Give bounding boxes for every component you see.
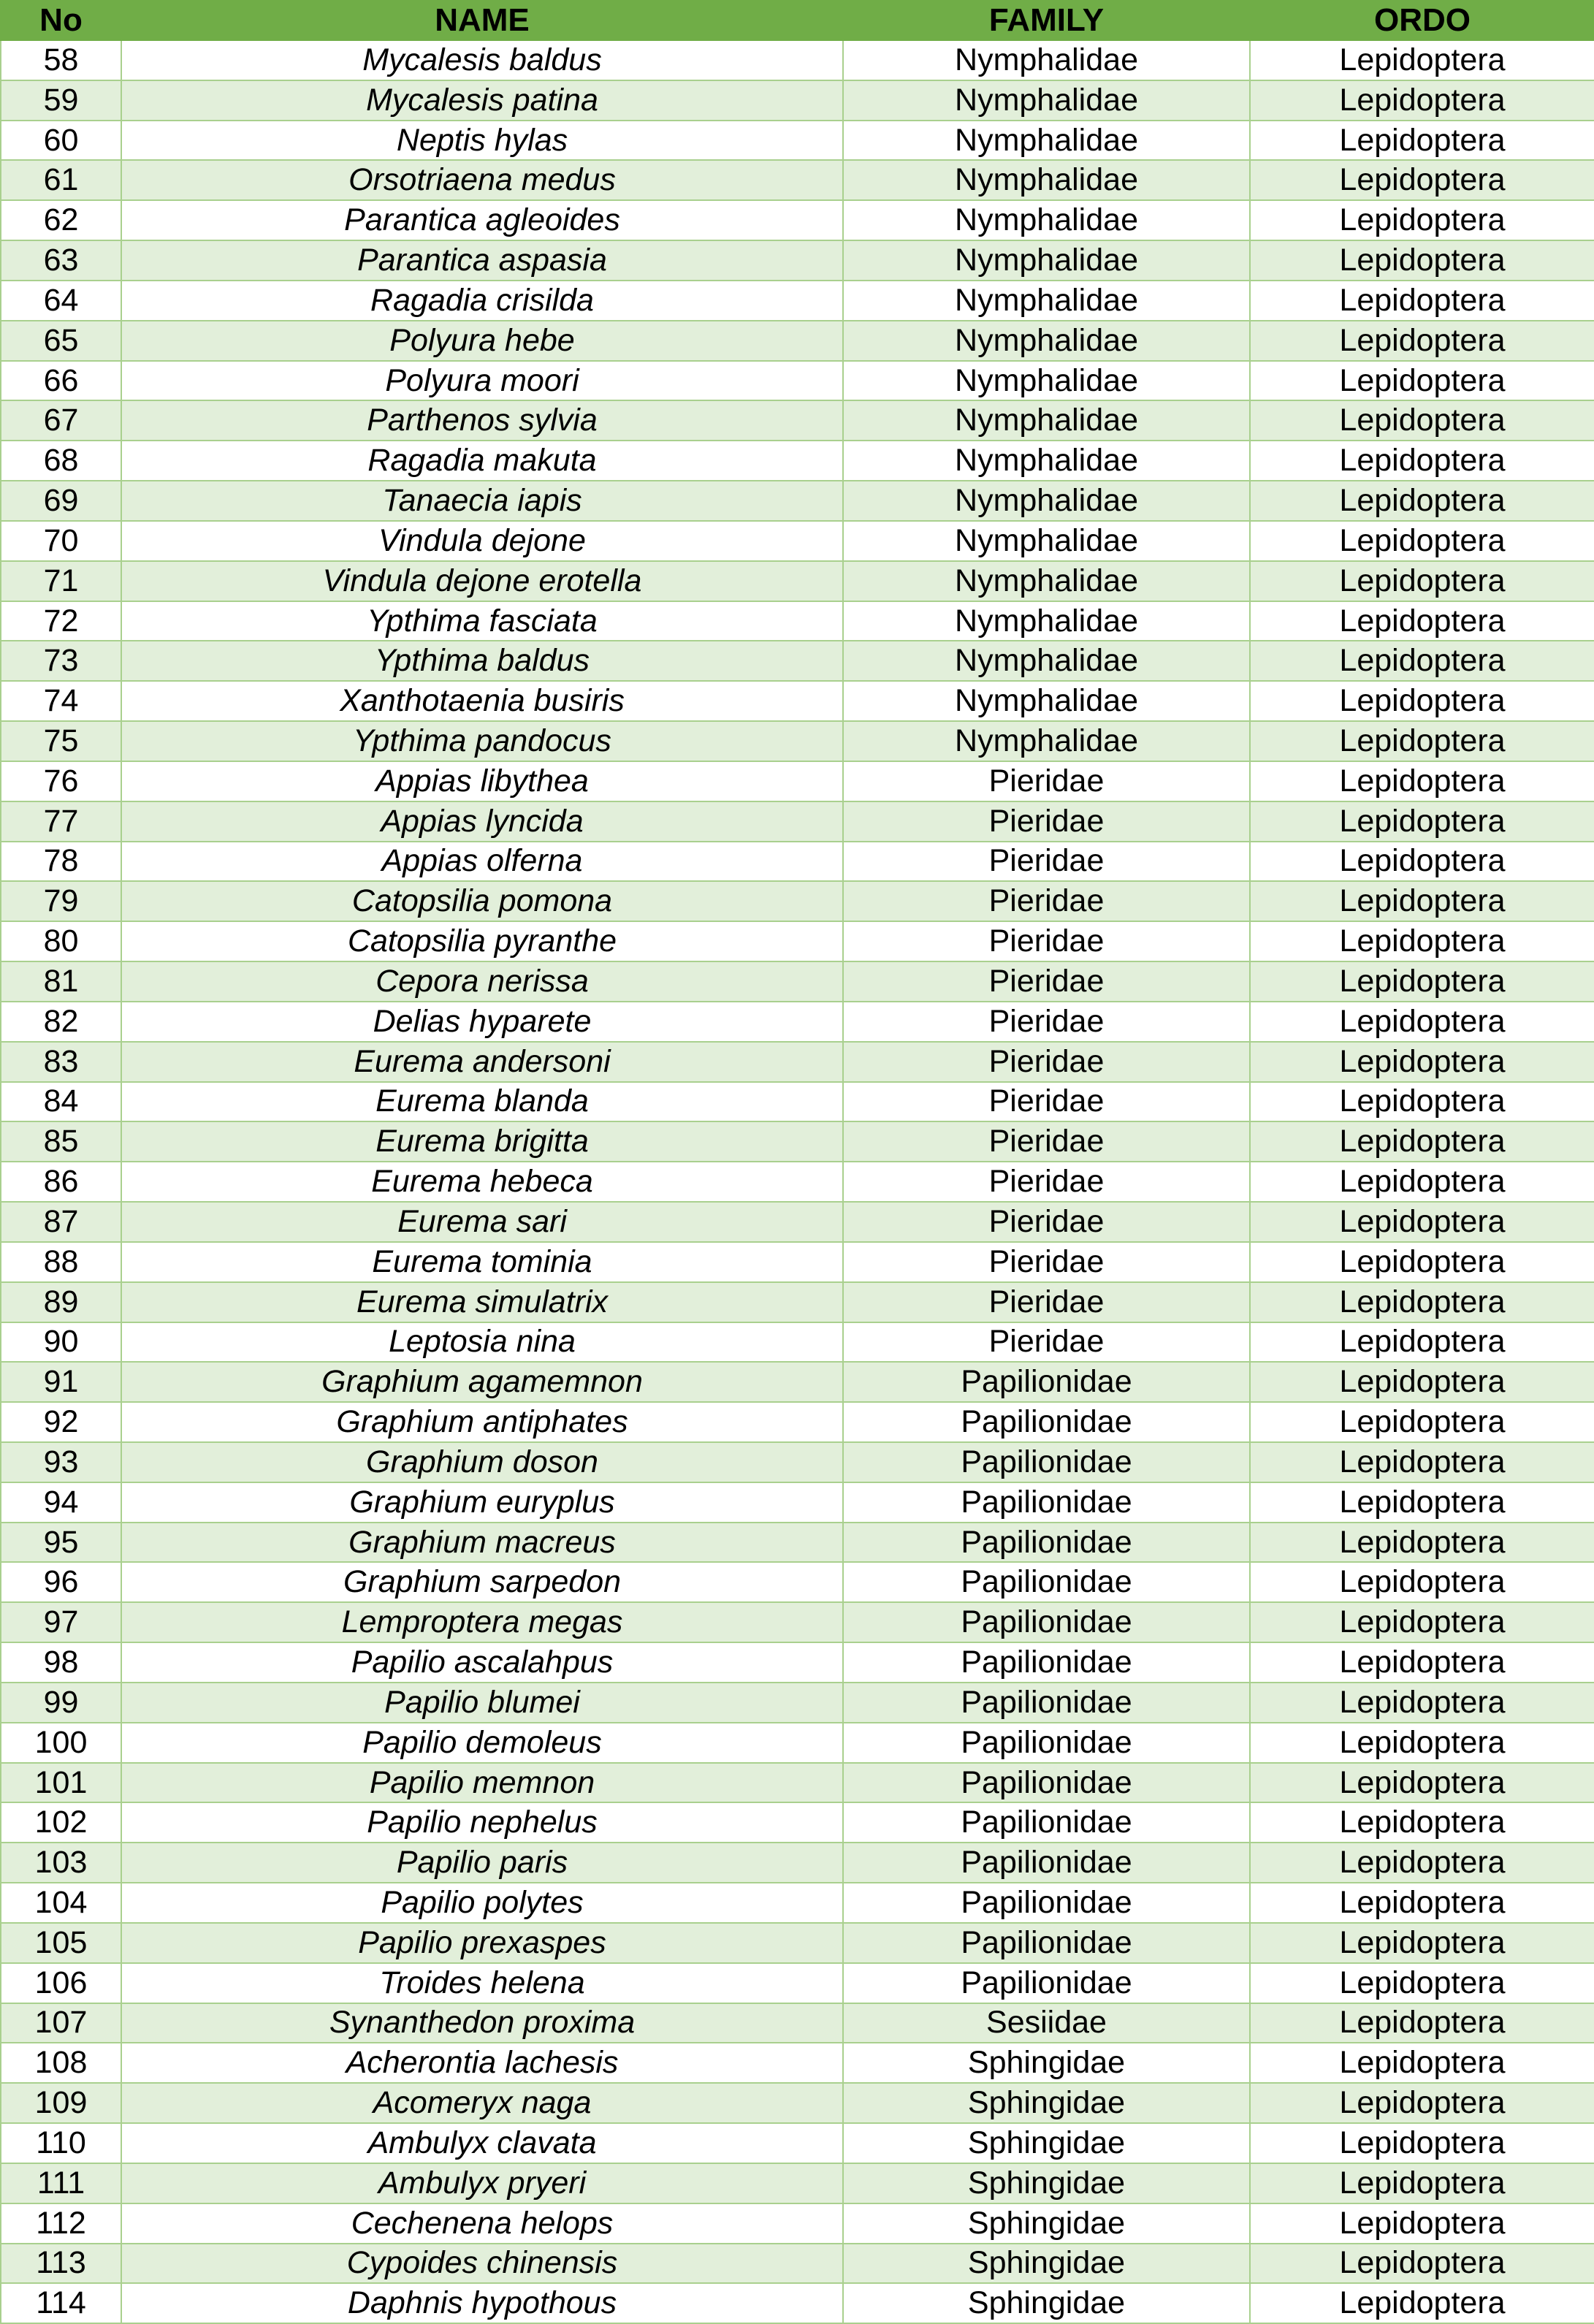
cell-family: Nymphalidae — [843, 361, 1250, 401]
cell-no: 80 — [1, 921, 121, 961]
table-row — [1, 1322, 1594, 1363]
cell-name: Vindula dejone — [121, 521, 843, 561]
cell-name: Vindula dejone erotella — [121, 561, 843, 601]
cell-family: Sesiidae — [843, 2003, 1250, 2043]
cell-no: 92 — [1, 1402, 121, 1442]
cell-name: Eurema simulatrix — [121, 1282, 843, 1322]
cell-name: Ypthima fasciata — [121, 601, 843, 641]
cell-family: Pieridae — [843, 961, 1250, 1002]
cell-family: Pieridae — [843, 761, 1250, 801]
cell-no: 109 — [1, 2083, 121, 2123]
table-row — [1, 842, 1594, 882]
cell-name: Eurema hebeca — [121, 1162, 843, 1202]
cell-ordo: Lepidoptera — [1250, 1362, 1594, 1402]
cell-family: Nymphalidae — [843, 80, 1250, 121]
cell-family: Nymphalidae — [843, 561, 1250, 601]
cell-no: 93 — [1, 1442, 121, 1482]
cell-ordo: Lepidoptera — [1250, 561, 1594, 601]
table-row — [1, 2244, 1594, 2284]
table-row — [1, 1523, 1594, 1563]
cell-no: 97 — [1, 1602, 121, 1642]
cell-no: 86 — [1, 1162, 121, 1202]
cell-family: Pieridae — [843, 842, 1250, 882]
cell-name: Graphium doson — [121, 1442, 843, 1482]
cell-no: 78 — [1, 842, 121, 882]
cell-no: 59 — [1, 80, 121, 121]
cell-name: Ypthima baldus — [121, 641, 843, 681]
cell-name: Appias libythea — [121, 761, 843, 801]
table-row — [1, 721, 1594, 761]
cell-no: 103 — [1, 1843, 121, 1883]
cell-no: 70 — [1, 521, 121, 561]
cell-name: Mycalesis baldus — [121, 40, 843, 80]
cell-family: Sphingidae — [843, 2043, 1250, 2083]
cell-name: Papilio prexaspes — [121, 1923, 843, 1963]
table-row — [1, 1562, 1594, 1602]
cell-no: 66 — [1, 361, 121, 401]
cell-ordo: Lepidoptera — [1250, 641, 1594, 681]
cell-ordo: Lepidoptera — [1250, 681, 1594, 721]
cell-family: Papilionidae — [843, 1843, 1250, 1883]
table-row — [1, 1602, 1594, 1642]
table-row — [1, 400, 1594, 441]
cell-ordo: Lepidoptera — [1250, 1562, 1594, 1602]
cell-ordo: Lepidoptera — [1250, 761, 1594, 801]
cell-name: Polyura hebe — [121, 321, 843, 361]
cell-family: Papilionidae — [843, 1402, 1250, 1442]
table-row — [1, 1883, 1594, 1923]
cell-ordo: Lepidoptera — [1250, 441, 1594, 481]
table-row — [1, 1802, 1594, 1843]
cell-ordo: Lepidoptera — [1250, 1523, 1594, 1563]
cell-family: Nymphalidae — [843, 441, 1250, 481]
table-row — [1, 641, 1594, 681]
table-body — [1, 40, 1594, 2323]
cell-name: Leptosia nina — [121, 1322, 843, 1363]
cell-family: Pieridae — [843, 1121, 1250, 1162]
cell-ordo: Lepidoptera — [1250, 400, 1594, 441]
table-row — [1, 1402, 1594, 1442]
cell-name: Graphium sarpedon — [121, 1562, 843, 1602]
cell-ordo: Lepidoptera — [1250, 1883, 1594, 1923]
cell-ordo: Lepidoptera — [1250, 1242, 1594, 1282]
header-name: NAME — [121, 1, 843, 40]
cell-no: 72 — [1, 601, 121, 641]
cell-ordo: Lepidoptera — [1250, 961, 1594, 1002]
cell-ordo: Lepidoptera — [1250, 2003, 1594, 2043]
cell-no: 113 — [1, 2244, 121, 2284]
cell-ordo: Lepidoptera — [1250, 2283, 1594, 2323]
cell-no: 73 — [1, 641, 121, 681]
table-row — [1, 2203, 1594, 2244]
cell-name: Ambulyx pryeri — [121, 2163, 843, 2203]
cell-family: Sphingidae — [843, 2123, 1250, 2163]
cell-family: Nymphalidae — [843, 521, 1250, 561]
cell-family: Papilionidae — [843, 1362, 1250, 1402]
cell-no: 63 — [1, 240, 121, 281]
cell-ordo: Lepidoptera — [1250, 121, 1594, 161]
cell-ordo: Lepidoptera — [1250, 1482, 1594, 1523]
cell-ordo: Lepidoptera — [1250, 801, 1594, 842]
cell-family: Nymphalidae — [843, 321, 1250, 361]
cell-no: 64 — [1, 281, 121, 321]
cell-name: Cypoides chinensis — [121, 2244, 843, 2284]
table-row — [1, 1482, 1594, 1523]
table-row — [1, 1763, 1594, 1803]
cell-family: Nymphalidae — [843, 160, 1250, 200]
cell-ordo: Lepidoptera — [1250, 361, 1594, 401]
cell-name: Graphium agamemnon — [121, 1362, 843, 1402]
cell-family: Nymphalidae — [843, 681, 1250, 721]
cell-name: Papilio memnon — [121, 1763, 843, 1803]
cell-ordo: Lepidoptera — [1250, 2163, 1594, 2203]
cell-family: Pieridae — [843, 1322, 1250, 1363]
cell-name: Catopsilia pomona — [121, 881, 843, 921]
cell-ordo: Lepidoptera — [1250, 1042, 1594, 1082]
cell-family: Papilionidae — [843, 1642, 1250, 1683]
cell-ordo: Lepidoptera — [1250, 321, 1594, 361]
cell-no: 75 — [1, 721, 121, 761]
cell-name: Parantica agleoides — [121, 200, 843, 240]
table-row — [1, 160, 1594, 200]
cell-family: Nymphalidae — [843, 601, 1250, 641]
table-row — [1, 2043, 1594, 2083]
cell-ordo: Lepidoptera — [1250, 160, 1594, 200]
cell-family: Pieridae — [843, 1082, 1250, 1122]
table-row — [1, 1963, 1594, 2003]
table-row — [1, 1082, 1594, 1122]
cell-no: 94 — [1, 1482, 121, 1523]
table-row — [1, 40, 1594, 80]
table-row — [1, 441, 1594, 481]
cell-family: Papilionidae — [843, 1602, 1250, 1642]
cell-name: Lemproptera megas — [121, 1602, 843, 1642]
cell-no: 112 — [1, 2203, 121, 2244]
cell-name: Orsotriaena medus — [121, 160, 843, 200]
cell-ordo: Lepidoptera — [1250, 1602, 1594, 1642]
table-row — [1, 881, 1594, 921]
cell-family: Papilionidae — [843, 1442, 1250, 1482]
cell-family: Pieridae — [843, 1242, 1250, 1282]
cell-no: 105 — [1, 1923, 121, 1963]
cell-no: 104 — [1, 1883, 121, 1923]
header-no: No — [1, 1, 121, 40]
cell-name: Parantica aspasia — [121, 240, 843, 281]
cell-name: Parthenos sylvia — [121, 400, 843, 441]
cell-family: Nymphalidae — [843, 400, 1250, 441]
cell-ordo: Lepidoptera — [1250, 1683, 1594, 1723]
cell-no: 82 — [1, 1002, 121, 1042]
cell-name: Acherontia lachesis — [121, 2043, 843, 2083]
cell-no: 58 — [1, 40, 121, 80]
cell-name: Mycalesis patina — [121, 80, 843, 121]
cell-name: Xanthotaenia busiris — [121, 681, 843, 721]
cell-no: 106 — [1, 1963, 121, 2003]
cell-ordo: Lepidoptera — [1250, 601, 1594, 641]
cell-ordo: Lepidoptera — [1250, 481, 1594, 521]
cell-ordo: Lepidoptera — [1250, 281, 1594, 321]
cell-family: Pieridae — [843, 1162, 1250, 1202]
cell-family: Sphingidae — [843, 2203, 1250, 2244]
header-row — [1, 1, 1594, 40]
table-row — [1, 2003, 1594, 2043]
cell-name: Ypthima pandocus — [121, 721, 843, 761]
cell-family: Pieridae — [843, 881, 1250, 921]
cell-name: Ragadia crisilda — [121, 281, 843, 321]
cell-family: Papilionidae — [843, 1482, 1250, 1523]
table-row — [1, 281, 1594, 321]
table-row — [1, 1362, 1594, 1402]
cell-name: Cechenena helops — [121, 2203, 843, 2244]
cell-no: 111 — [1, 2163, 121, 2203]
table-row — [1, 1723, 1594, 1763]
cell-ordo: Lepidoptera — [1250, 2123, 1594, 2163]
table-row — [1, 601, 1594, 641]
table-row — [1, 2083, 1594, 2123]
cell-family: Papilionidae — [843, 1802, 1250, 1843]
cell-name: Daphnis hypothous — [121, 2283, 843, 2323]
table-row — [1, 1642, 1594, 1683]
cell-no: 102 — [1, 1802, 121, 1843]
header-ordo: ORDO — [1250, 1, 1594, 40]
table-row — [1, 1042, 1594, 1082]
cell-no: 85 — [1, 1121, 121, 1162]
cell-family: Pieridae — [843, 921, 1250, 961]
cell-family: Pieridae — [843, 1202, 1250, 1242]
cell-family: Sphingidae — [843, 2083, 1250, 2123]
table-row — [1, 561, 1594, 601]
cell-name: Eurema brigitta — [121, 1121, 843, 1162]
cell-no: 60 — [1, 121, 121, 161]
table-row — [1, 1923, 1594, 1963]
cell-family: Nymphalidae — [843, 721, 1250, 761]
cell-name: Papilio demoleus — [121, 1723, 843, 1763]
cell-name: Papilio paris — [121, 1843, 843, 1883]
table-row — [1, 1242, 1594, 1282]
cell-name: Eurema andersoni — [121, 1042, 843, 1082]
cell-family: Papilionidae — [843, 1723, 1250, 1763]
cell-ordo: Lepidoptera — [1250, 1642, 1594, 1683]
cell-no: 96 — [1, 1562, 121, 1602]
cell-ordo: Lepidoptera — [1250, 1162, 1594, 1202]
cell-name: Ragadia makuta — [121, 441, 843, 481]
cell-no: 88 — [1, 1242, 121, 1282]
table-row — [1, 801, 1594, 842]
cell-ordo: Lepidoptera — [1250, 1763, 1594, 1803]
cell-ordo: Lepidoptera — [1250, 1963, 1594, 2003]
cell-name: Graphium antiphates — [121, 1402, 843, 1442]
cell-ordo: Lepidoptera — [1250, 1082, 1594, 1122]
cell-ordo: Lepidoptera — [1250, 2043, 1594, 2083]
cell-no: 89 — [1, 1282, 121, 1322]
cell-no: 81 — [1, 961, 121, 1002]
cell-ordo: Lepidoptera — [1250, 1402, 1594, 1442]
table-row — [1, 240, 1594, 281]
cell-ordo: Lepidoptera — [1250, 842, 1594, 882]
cell-name: Troides helena — [121, 1963, 843, 2003]
cell-no: 84 — [1, 1082, 121, 1122]
cell-ordo: Lepidoptera — [1250, 240, 1594, 281]
header-family: FAMILY — [843, 1, 1250, 40]
cell-family: Papilionidae — [843, 1963, 1250, 2003]
cell-no: 69 — [1, 481, 121, 521]
table-row — [1, 2163, 1594, 2203]
cell-family: Nymphalidae — [843, 281, 1250, 321]
cell-no: 65 — [1, 321, 121, 361]
cell-no: 83 — [1, 1042, 121, 1082]
table-row — [1, 2123, 1594, 2163]
cell-no: 79 — [1, 881, 121, 921]
cell-family: Nymphalidae — [843, 40, 1250, 80]
cell-no: 99 — [1, 1683, 121, 1723]
cell-name: Eurema sari — [121, 1202, 843, 1242]
cell-no: 67 — [1, 400, 121, 441]
table-row — [1, 1121, 1594, 1162]
cell-ordo: Lepidoptera — [1250, 2203, 1594, 2244]
cell-family: Sphingidae — [843, 2163, 1250, 2203]
table-row — [1, 1843, 1594, 1883]
cell-name: Synanthedon proxima — [121, 2003, 843, 2043]
cell-family: Papilionidae — [843, 1683, 1250, 1723]
cell-no: 91 — [1, 1362, 121, 1402]
table-row — [1, 521, 1594, 561]
cell-no: 71 — [1, 561, 121, 601]
cell-family: Pieridae — [843, 801, 1250, 842]
cell-ordo: Lepidoptera — [1250, 1121, 1594, 1162]
cell-family: Papilionidae — [843, 1923, 1250, 1963]
cell-no: 76 — [1, 761, 121, 801]
cell-no: 77 — [1, 801, 121, 842]
table-row — [1, 1162, 1594, 1202]
cell-family: Sphingidae — [843, 2283, 1250, 2323]
table-row — [1, 1002, 1594, 1042]
cell-name: Papilio polytes — [121, 1883, 843, 1923]
table-row — [1, 321, 1594, 361]
cell-family: Nymphalidae — [843, 641, 1250, 681]
cell-name: Papilio ascalahpus — [121, 1642, 843, 1683]
cell-name: Appias olferna — [121, 842, 843, 882]
cell-ordo: Lepidoptera — [1250, 721, 1594, 761]
cell-name: Graphium euryplus — [121, 1482, 843, 1523]
cell-name: Polyura moori — [121, 361, 843, 401]
cell-name: Cepora nerissa — [121, 961, 843, 1002]
cell-name: Catopsilia pyranthe — [121, 921, 843, 961]
cell-ordo: Lepidoptera — [1250, 1002, 1594, 1042]
cell-family: Pieridae — [843, 1002, 1250, 1042]
cell-no: 90 — [1, 1322, 121, 1363]
cell-family: Nymphalidae — [843, 481, 1250, 521]
cell-ordo: Lepidoptera — [1250, 40, 1594, 80]
cell-no: 98 — [1, 1642, 121, 1683]
cell-family: Pieridae — [843, 1042, 1250, 1082]
cell-ordo: Lepidoptera — [1250, 921, 1594, 961]
cell-family: Nymphalidae — [843, 121, 1250, 161]
cell-no: 101 — [1, 1763, 121, 1803]
table-row — [1, 961, 1594, 1002]
table-row — [1, 761, 1594, 801]
cell-family: Papilionidae — [843, 1763, 1250, 1803]
cell-name: Ambulyx clavata — [121, 2123, 843, 2163]
table-row — [1, 80, 1594, 121]
table-header — [1, 1, 1594, 40]
cell-name: Neptis hylas — [121, 121, 843, 161]
cell-no: 62 — [1, 200, 121, 240]
cell-name: Papilio nephelus — [121, 1802, 843, 1843]
cell-name: Tanaecia iapis — [121, 481, 843, 521]
cell-family: Papilionidae — [843, 1523, 1250, 1563]
cell-no: 110 — [1, 2123, 121, 2163]
cell-ordo: Lepidoptera — [1250, 1442, 1594, 1482]
cell-ordo: Lepidoptera — [1250, 2244, 1594, 2284]
table-row — [1, 1282, 1594, 1322]
table-row — [1, 121, 1594, 161]
cell-ordo: Lepidoptera — [1250, 1322, 1594, 1363]
cell-ordo: Lepidoptera — [1250, 1282, 1594, 1322]
cell-name: Papilio blumei — [121, 1683, 843, 1723]
cell-ordo: Lepidoptera — [1250, 1202, 1594, 1242]
cell-family: Pieridae — [843, 1282, 1250, 1322]
cell-no: 68 — [1, 441, 121, 481]
table-row — [1, 1442, 1594, 1482]
cell-ordo: Lepidoptera — [1250, 1923, 1594, 1963]
cell-family: Papilionidae — [843, 1883, 1250, 1923]
cell-ordo: Lepidoptera — [1250, 521, 1594, 561]
cell-no: 114 — [1, 2283, 121, 2323]
cell-family: Sphingidae — [843, 2244, 1250, 2284]
cell-ordo: Lepidoptera — [1250, 1723, 1594, 1763]
table-row — [1, 481, 1594, 521]
cell-no: 74 — [1, 681, 121, 721]
cell-name: Delias hyparete — [121, 1002, 843, 1042]
cell-name: Acomeryx naga — [121, 2083, 843, 2123]
cell-name: Eurema blanda — [121, 1082, 843, 1122]
table-row — [1, 681, 1594, 721]
cell-family: Nymphalidae — [843, 200, 1250, 240]
cell-ordo: Lepidoptera — [1250, 1843, 1594, 1883]
table-row — [1, 200, 1594, 240]
table-row — [1, 1683, 1594, 1723]
cell-name: Appias lyncida — [121, 801, 843, 842]
cell-ordo: Lepidoptera — [1250, 881, 1594, 921]
cell-no: 108 — [1, 2043, 121, 2083]
cell-name: Eurema tominia — [121, 1242, 843, 1282]
cell-no: 107 — [1, 2003, 121, 2043]
cell-no: 87 — [1, 1202, 121, 1242]
cell-no: 100 — [1, 1723, 121, 1763]
cell-family: Nymphalidae — [843, 240, 1250, 281]
cell-ordo: Lepidoptera — [1250, 80, 1594, 121]
cell-family: Papilionidae — [843, 1562, 1250, 1602]
table-row — [1, 361, 1594, 401]
cell-no: 61 — [1, 160, 121, 200]
table-row — [1, 2283, 1594, 2323]
cell-name: Graphium macreus — [121, 1523, 843, 1563]
table-row — [1, 921, 1594, 961]
cell-ordo: Lepidoptera — [1250, 200, 1594, 240]
table-row — [1, 1202, 1594, 1242]
cell-ordo: Lepidoptera — [1250, 1802, 1594, 1843]
cell-no: 95 — [1, 1523, 121, 1563]
cell-ordo: Lepidoptera — [1250, 2083, 1594, 2123]
